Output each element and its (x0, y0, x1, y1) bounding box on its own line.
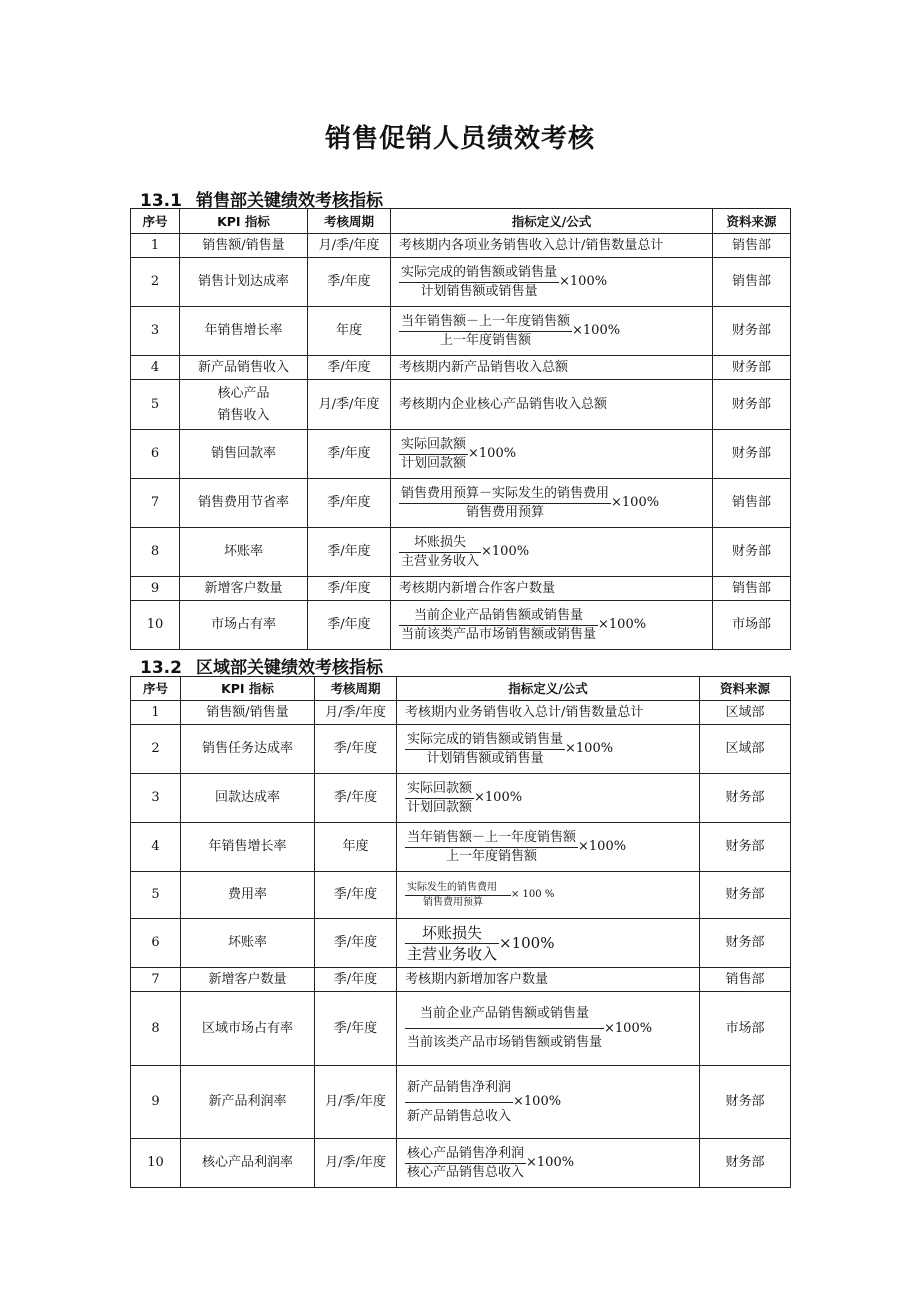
table-row (131, 479, 791, 528)
numerator: 当前企业产品销售额或销售量 (405, 1006, 604, 1029)
row-number: 8 (131, 528, 180, 577)
section-number: 13.2 (140, 658, 182, 678)
period: 月/季/年度 (308, 234, 391, 258)
row-number: 9 (131, 577, 180, 601)
formula (391, 258, 713, 307)
kpi-name: 市场占有率 (180, 601, 308, 650)
numerator: 实际完成的销售额或销售量 (405, 732, 565, 750)
kpi-name: 销售计划达成率 (180, 258, 308, 307)
row-number: 1 (131, 701, 181, 725)
denominator: 计划回款额 (401, 455, 467, 471)
row-number: 7 (131, 968, 181, 992)
fraction (399, 265, 559, 299)
numerator: 核心产品销售净利润 (405, 1146, 526, 1164)
row-number: 10 (131, 601, 180, 650)
multiplier: ×100% (526, 1155, 575, 1171)
table-row (131, 823, 791, 872)
definition: 考核期内新产品销售收入总额 (391, 356, 713, 380)
fraction (405, 882, 511, 909)
header-source: 资料来源 (700, 677, 791, 701)
kpi-name (180, 380, 308, 430)
multiplier: ×100% (499, 934, 555, 952)
period: 年度 (315, 823, 397, 872)
fraction (405, 1006, 604, 1050)
table-row (131, 968, 791, 992)
denominator: 当前该类产品市场销售额或销售量 (401, 626, 597, 642)
kpi-name: 坏账率 (181, 919, 315, 968)
formula (397, 725, 700, 774)
numerator: 实际回款额 (405, 781, 474, 799)
period: 季/年度 (308, 479, 391, 528)
kpi-name: 核心产品利润率 (181, 1139, 315, 1188)
header-definition: 指标定义/公式 (397, 677, 700, 701)
fraction (405, 830, 578, 864)
definition: 考核期内业务销售收入总计/销售数量总计 (397, 701, 700, 725)
row-number: 5 (131, 380, 180, 430)
numerator: 坏账损失 (405, 924, 499, 944)
denominator: 销售费用预算 (423, 896, 483, 908)
source: 财务部 (713, 430, 791, 479)
period: 季/年度 (315, 872, 397, 919)
regional-kpi-table (130, 676, 791, 1188)
multiplier: ×100% (468, 446, 517, 462)
denominator: 上一年度销售额 (440, 332, 532, 348)
numerator: 销售费用预算－实际发生的销售费用 (399, 486, 611, 504)
row-number: 3 (131, 307, 180, 356)
denominator: 计划销售额或销售量 (426, 750, 544, 766)
table-row (131, 992, 791, 1066)
period: 季/年度 (308, 430, 391, 479)
source: 财务部 (700, 823, 791, 872)
definition: 考核期内新增加客户数量 (397, 968, 700, 992)
source: 销售部 (713, 577, 791, 601)
denominator: 新产品销售总收入 (407, 1108, 512, 1124)
fraction (405, 1080, 513, 1124)
table-row (131, 528, 791, 577)
multiplier: ×100% (598, 617, 647, 633)
formula (397, 919, 700, 968)
denominator: 当前该类产品市场销售额或销售量 (407, 1035, 603, 1050)
table-row (131, 774, 791, 823)
period: 季/年度 (315, 725, 397, 774)
section-heading-regional (140, 653, 383, 678)
table-row (131, 356, 791, 380)
table-header-row (131, 209, 791, 234)
formula (391, 430, 713, 479)
formula (397, 774, 700, 823)
kpi-name: 销售回款率 (180, 430, 308, 479)
source: 财务部 (700, 872, 791, 919)
period: 年度 (308, 307, 391, 356)
fraction (405, 732, 565, 766)
kpi-name: 年销售增长率 (180, 307, 308, 356)
source: 销售部 (700, 968, 791, 992)
source: 区域部 (700, 701, 791, 725)
row-number: 6 (131, 919, 181, 968)
table-header-row (131, 677, 791, 701)
fraction (399, 486, 611, 520)
period: 月/季/年度 (315, 701, 397, 725)
definition: 考核期内企业核心产品销售收入总额 (391, 380, 713, 430)
source: 财务部 (713, 528, 791, 577)
kpi-name: 回款达成率 (181, 774, 315, 823)
source: 财务部 (700, 1139, 791, 1188)
row-number: 2 (131, 725, 181, 774)
period: 月/季/年度 (315, 1139, 397, 1188)
period: 季/年度 (308, 356, 391, 380)
fraction (405, 781, 474, 815)
table-row (131, 601, 791, 650)
multiplier: ×100% (611, 495, 660, 511)
row-number: 10 (131, 1139, 181, 1188)
row-number: 6 (131, 430, 180, 479)
kpi-name: 销售额/销售量 (181, 701, 315, 725)
denominator: 主营业务收入 (401, 553, 480, 569)
header-period: 考核周期 (315, 677, 397, 701)
denominator: 计划回款额 (407, 799, 473, 815)
kpi-name: 年销售增长率 (181, 823, 315, 872)
denominator: 上一年度销售额 (446, 848, 538, 864)
numerator: 新产品销售净利润 (405, 1080, 513, 1103)
source: 财务部 (713, 380, 791, 430)
definition: 考核期内各项业务销售收入总计/销售数量总计 (391, 234, 713, 258)
source: 财务部 (700, 774, 791, 823)
header-source: 资料来源 (713, 209, 791, 234)
table-row (131, 1066, 791, 1139)
sales-kpi-table (130, 208, 791, 650)
period: 季/年度 (315, 919, 397, 968)
source: 财务部 (700, 919, 791, 968)
definition: 考核期内新增合作客户数量 (391, 577, 713, 601)
kpi-name-line2: 销售收入 (217, 407, 270, 423)
kpi-name: 新产品利润率 (181, 1066, 315, 1139)
row-number: 1 (131, 234, 180, 258)
period: 月/季/年度 (315, 1066, 397, 1139)
formula (397, 872, 700, 919)
page-title: 销售促销人员绩效考核 (324, 124, 595, 154)
formula (391, 601, 713, 650)
multiplier: ×100% (559, 274, 608, 290)
kpi-name: 销售费用节省率 (180, 479, 308, 528)
row-number: 7 (131, 479, 180, 528)
kpi-name: 区域市场占有率 (181, 992, 315, 1066)
source: 财务部 (700, 1066, 791, 1139)
row-number: 3 (131, 774, 181, 823)
section-title: 区域部关键绩效考核指标 (195, 658, 383, 678)
header-definition: 指标定义/公式 (391, 209, 713, 234)
numerator: 当前企业产品销售额或销售量 (399, 608, 598, 626)
row-number: 4 (131, 356, 180, 380)
header-kpi: KPI 指标 (180, 209, 308, 234)
source: 财务部 (713, 307, 791, 356)
period: 季/年度 (308, 577, 391, 601)
numerator: 实际发生的销售费用 (405, 882, 511, 896)
table-row (131, 430, 791, 479)
source: 财务部 (713, 356, 791, 380)
period: 季/年度 (308, 601, 391, 650)
header-no: 序号 (131, 209, 180, 234)
table-row (131, 1139, 791, 1188)
formula (397, 992, 700, 1066)
table-row (131, 258, 791, 307)
row-number: 4 (131, 823, 181, 872)
fraction (405, 1146, 526, 1180)
formula (397, 1139, 700, 1188)
kpi-name: 坏账率 (180, 528, 308, 577)
period: 季/年度 (315, 774, 397, 823)
source: 市场部 (700, 992, 791, 1066)
row-number: 8 (131, 992, 181, 1066)
period: 季/年度 (315, 968, 397, 992)
header-no: 序号 (131, 677, 181, 701)
multiplier: ×100% (474, 790, 523, 806)
kpi-name: 销售任务达成率 (181, 725, 315, 774)
denominator: 销售费用预算 (466, 504, 545, 520)
fraction (405, 924, 499, 963)
multiplier: ×100% (481, 544, 530, 560)
formula (391, 479, 713, 528)
multiplier: ×100% (513, 1094, 562, 1110)
row-number: 2 (131, 258, 180, 307)
row-number: 9 (131, 1066, 181, 1139)
header-period: 考核周期 (308, 209, 391, 234)
fraction (399, 314, 572, 348)
source: 市场部 (713, 601, 791, 650)
multiplier: ×100% (604, 1020, 653, 1036)
multiplier: ×100% (572, 323, 621, 339)
section-number: 13.1 (140, 191, 182, 211)
period: 季/年度 (315, 992, 397, 1066)
denominator: 主营业务收入 (407, 944, 498, 963)
source: 区域部 (700, 725, 791, 774)
kpi-name: 新增客户数量 (181, 968, 315, 992)
source: 销售部 (713, 479, 791, 528)
section-title: 销售部关键绩效考核指标 (195, 191, 383, 211)
numerator: 实际完成的销售额或销售量 (399, 265, 559, 283)
kpi-name: 新产品销售收入 (180, 356, 308, 380)
table-row (131, 380, 791, 430)
table-row (131, 701, 791, 725)
kpi-name-line1: 核心产品 (217, 385, 270, 401)
fraction (399, 608, 598, 642)
kpi-name: 销售额/销售量 (180, 234, 308, 258)
multiplier: ×100% (578, 839, 627, 855)
formula (397, 1066, 700, 1139)
table-row (131, 919, 791, 968)
source: 销售部 (713, 234, 791, 258)
row-number: 5 (131, 872, 181, 919)
numerator: 当年销售额－上一年度销售额 (399, 314, 572, 332)
table-row (131, 872, 791, 919)
table-row (131, 307, 791, 356)
denominator: 核心产品销售总收入 (407, 1164, 525, 1180)
multiplier: ×100% (565, 741, 614, 757)
kpi-name: 新增客户数量 (180, 577, 308, 601)
period: 月/季/年度 (308, 380, 391, 430)
fraction (399, 535, 481, 569)
numerator: 实际回款额 (399, 437, 468, 455)
period: 季/年度 (308, 528, 391, 577)
table-row (131, 234, 791, 258)
formula (391, 528, 713, 577)
header-kpi: KPI 指标 (181, 677, 315, 701)
kpi-name: 费用率 (181, 872, 315, 919)
multiplier: × 100 % (511, 889, 555, 900)
fraction (399, 437, 468, 471)
formula (397, 823, 700, 872)
numerator: 当年销售额－上一年度销售额 (405, 830, 578, 848)
denominator: 计划销售额或销售量 (420, 283, 538, 299)
period: 季/年度 (308, 258, 391, 307)
numerator: 坏账损失 (399, 535, 481, 553)
table-row (131, 725, 791, 774)
table-row (131, 577, 791, 601)
formula (391, 307, 713, 356)
source: 销售部 (713, 258, 791, 307)
